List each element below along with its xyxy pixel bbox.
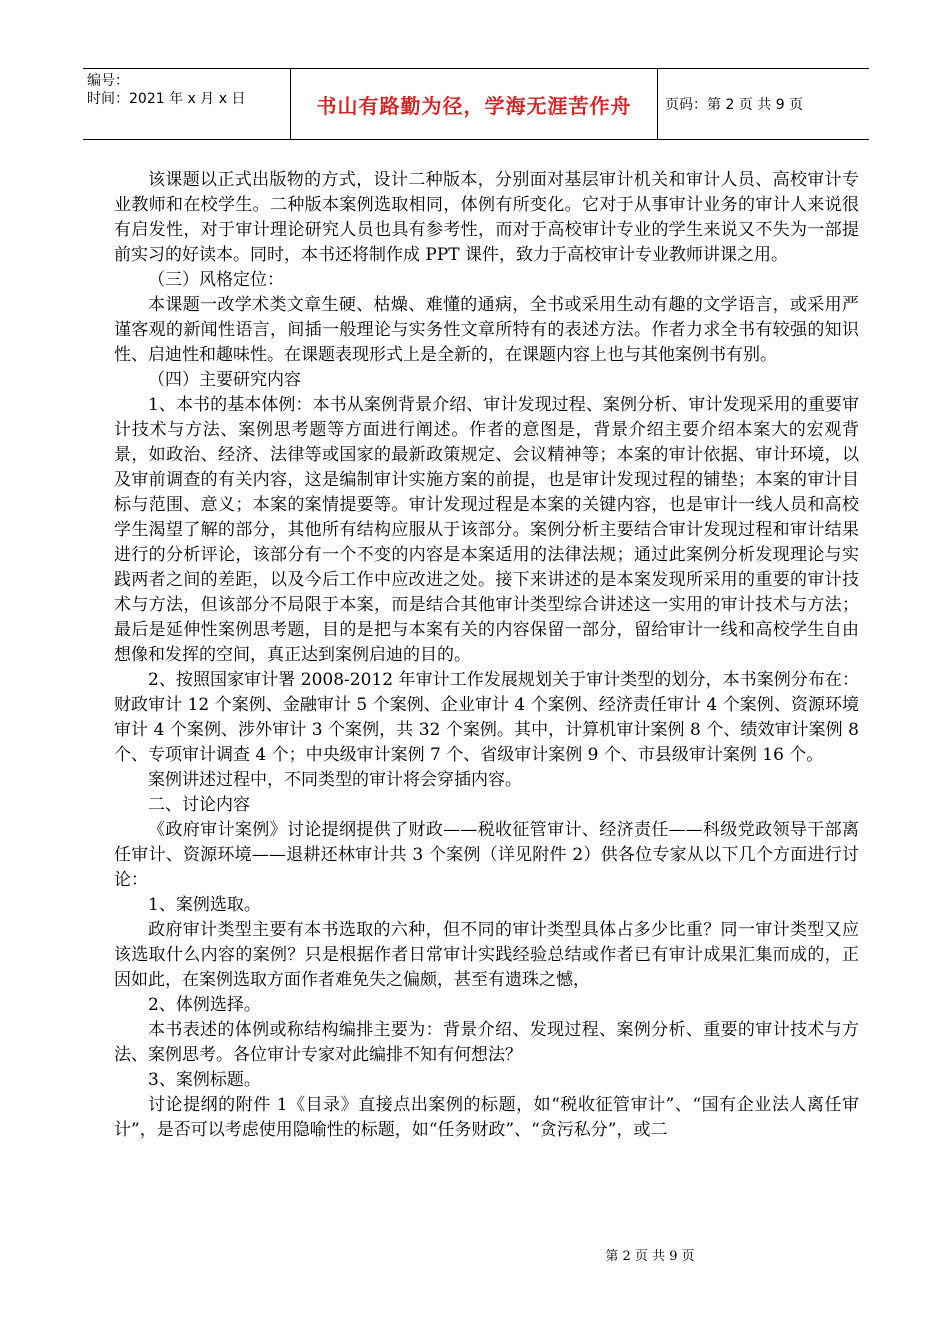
paragraph: 案例讲述过程中，不同类型的审计将会穿插内容。 xyxy=(148,770,522,790)
paragraph: 二、讨论内容 xyxy=(148,795,250,815)
page-footer: 第 2 页 共 9 页 xyxy=(605,1249,695,1264)
paragraph: 本课题一改学术类文章生硬、枯燥、难懂的通病，全书或采用生动有趣的文学语言，或采用严谨客观的新闻性语言，间插一般理论与实务性文章所特有的表述方法。作者力求全书有较强的知识性、启迪性和趣味性。在课题表现形式上是全新的，在课题内容上也与其他案例书有别。 xyxy=(114,295,859,365)
paragraph: 2、按照国家审计署 2008-2012 年审计工作发展规划关于审计类型的划分，本书案例分布在：财政审计 12 个案例、金融审计 5 个案例、企业审计 4 个案例、经济责任审计 4 个案例、资源环境审计 4 个案例、涉外审计 3 个案例，共 32 个案例。其中，计算机审计案例 8 个、绩效审计案例 8 个、专项审计调查 4 个；中央级审计案例 7 个、省级审计案例 9 个、市县级审计案例 16 个。 xyxy=(114,670,859,765)
paragraph: 本书表述的体例或称结构编排主要为：背景介绍、发现过程、案例分析、重要的审计技术与方法、案例思考。各位审计专家对此编排不知有何想法？ xyxy=(114,1020,859,1065)
header-meta xyxy=(83,69,291,139)
header-page-info: 页码：第 2 页 共 9 页 xyxy=(665,97,804,113)
paragraph: 讨论提纲的附件 1《目录》直接点出案例的标题，如“税收征管审计”、“国有企业法人离任审计”，是否可以考虑使用隐喻性的标题，如“任务财政”、“贪污私分”，或二 xyxy=(114,1095,859,1140)
document-body xyxy=(114,168,859,1143)
paragraph: 该课题以正式出版物的方式，设计二种版本，分别面对基层审计机关和审计人员、高校审计专业教师和在校学生。二种版本案例选取相同，体例有所变化。它对于从事审计业务的审计人来说很有启发性，对于审计理论研究人员也具有参考性，而对于高校审计专业的学生来说又不失为一部提前实习的好读本。同时，本书还将制作成 PPT 课件，致力于高校审计专业教师讲课之用。 xyxy=(114,170,859,265)
paragraph: 3、案例标题。 xyxy=(148,1070,261,1090)
header-time: 时间：2021 年 x 月 x 日 xyxy=(87,91,246,107)
paragraph: 1、本书的基本体例：本书从案例背景介绍、审计发现过程、案例分析、审计发现采用的重要审计技术与方法、案例思考题等方面进行阐述。作者的意图是，背景介绍主要介绍本案大的宏观背景，如政治、经济、法律等或国家的最新政策规定、会议精神等；本案的审计依据、审计环境，以及审前调查的有关内容，这是编制审计实施方案的前提，也是审计发现过程的铺垫；本案的审计目标与范围、意义；本案的案情提要等。审计发现过程是本案的关键内容，也是审计一线人员和高校学生渴望了解的部分，其他所有结构应服从于该部分。案例分析主要结合审计发现过程和审计结果进行的分析评论，该部分有一个不变的内容是本案适用的法律法规；通过此案例分析发现理论与实践两者之间的差距，以及今后工作中应改进之处。接下来讲述的是本案发现所采用的重要的审计技术与方法，但该部分不局限于本案，而是结合其他审计类型综合讲述这一实用的审计技术与方法；最后是延伸性案例思考题，目的是把与本案有关的内容保留一部分，留给审计一线和高校学生自由想像和发挥的空间，真正达到案例启迪的目的。 xyxy=(114,395,859,665)
paragraph: （四）主要研究内容 xyxy=(148,370,301,390)
paragraph: 《政府审计案例》讨论提纲提供了财政——税收征管审计、经济责任——科级党政领导干部离任审计、资源环境——退耕还林审计共 3 个案例（详见附件 2）供各位专家从以下几个方面进行讨论： xyxy=(114,820,859,890)
paragraph: （三）风格定位： xyxy=(148,270,284,290)
page-header xyxy=(83,68,869,140)
header-motto: 书山有路勤为径，学海无涯苦作舟 xyxy=(291,69,658,139)
paragraph: 1、案例选取。 xyxy=(148,895,261,915)
paragraph: 2、体例选择。 xyxy=(148,995,261,1015)
paragraph: 政府审计类型主要有本书选取的六种，但不同的审计类型具体占多少比重？同一审计类型又应该选取什么内容的案例？只是根据作者日常审计实践经验总结或作者已有审计成果汇集而成的，正因如此，在案例选取方面作者难免失之偏颇，甚至有遗珠之憾， xyxy=(114,920,859,990)
header-number: 编号： xyxy=(87,73,129,89)
